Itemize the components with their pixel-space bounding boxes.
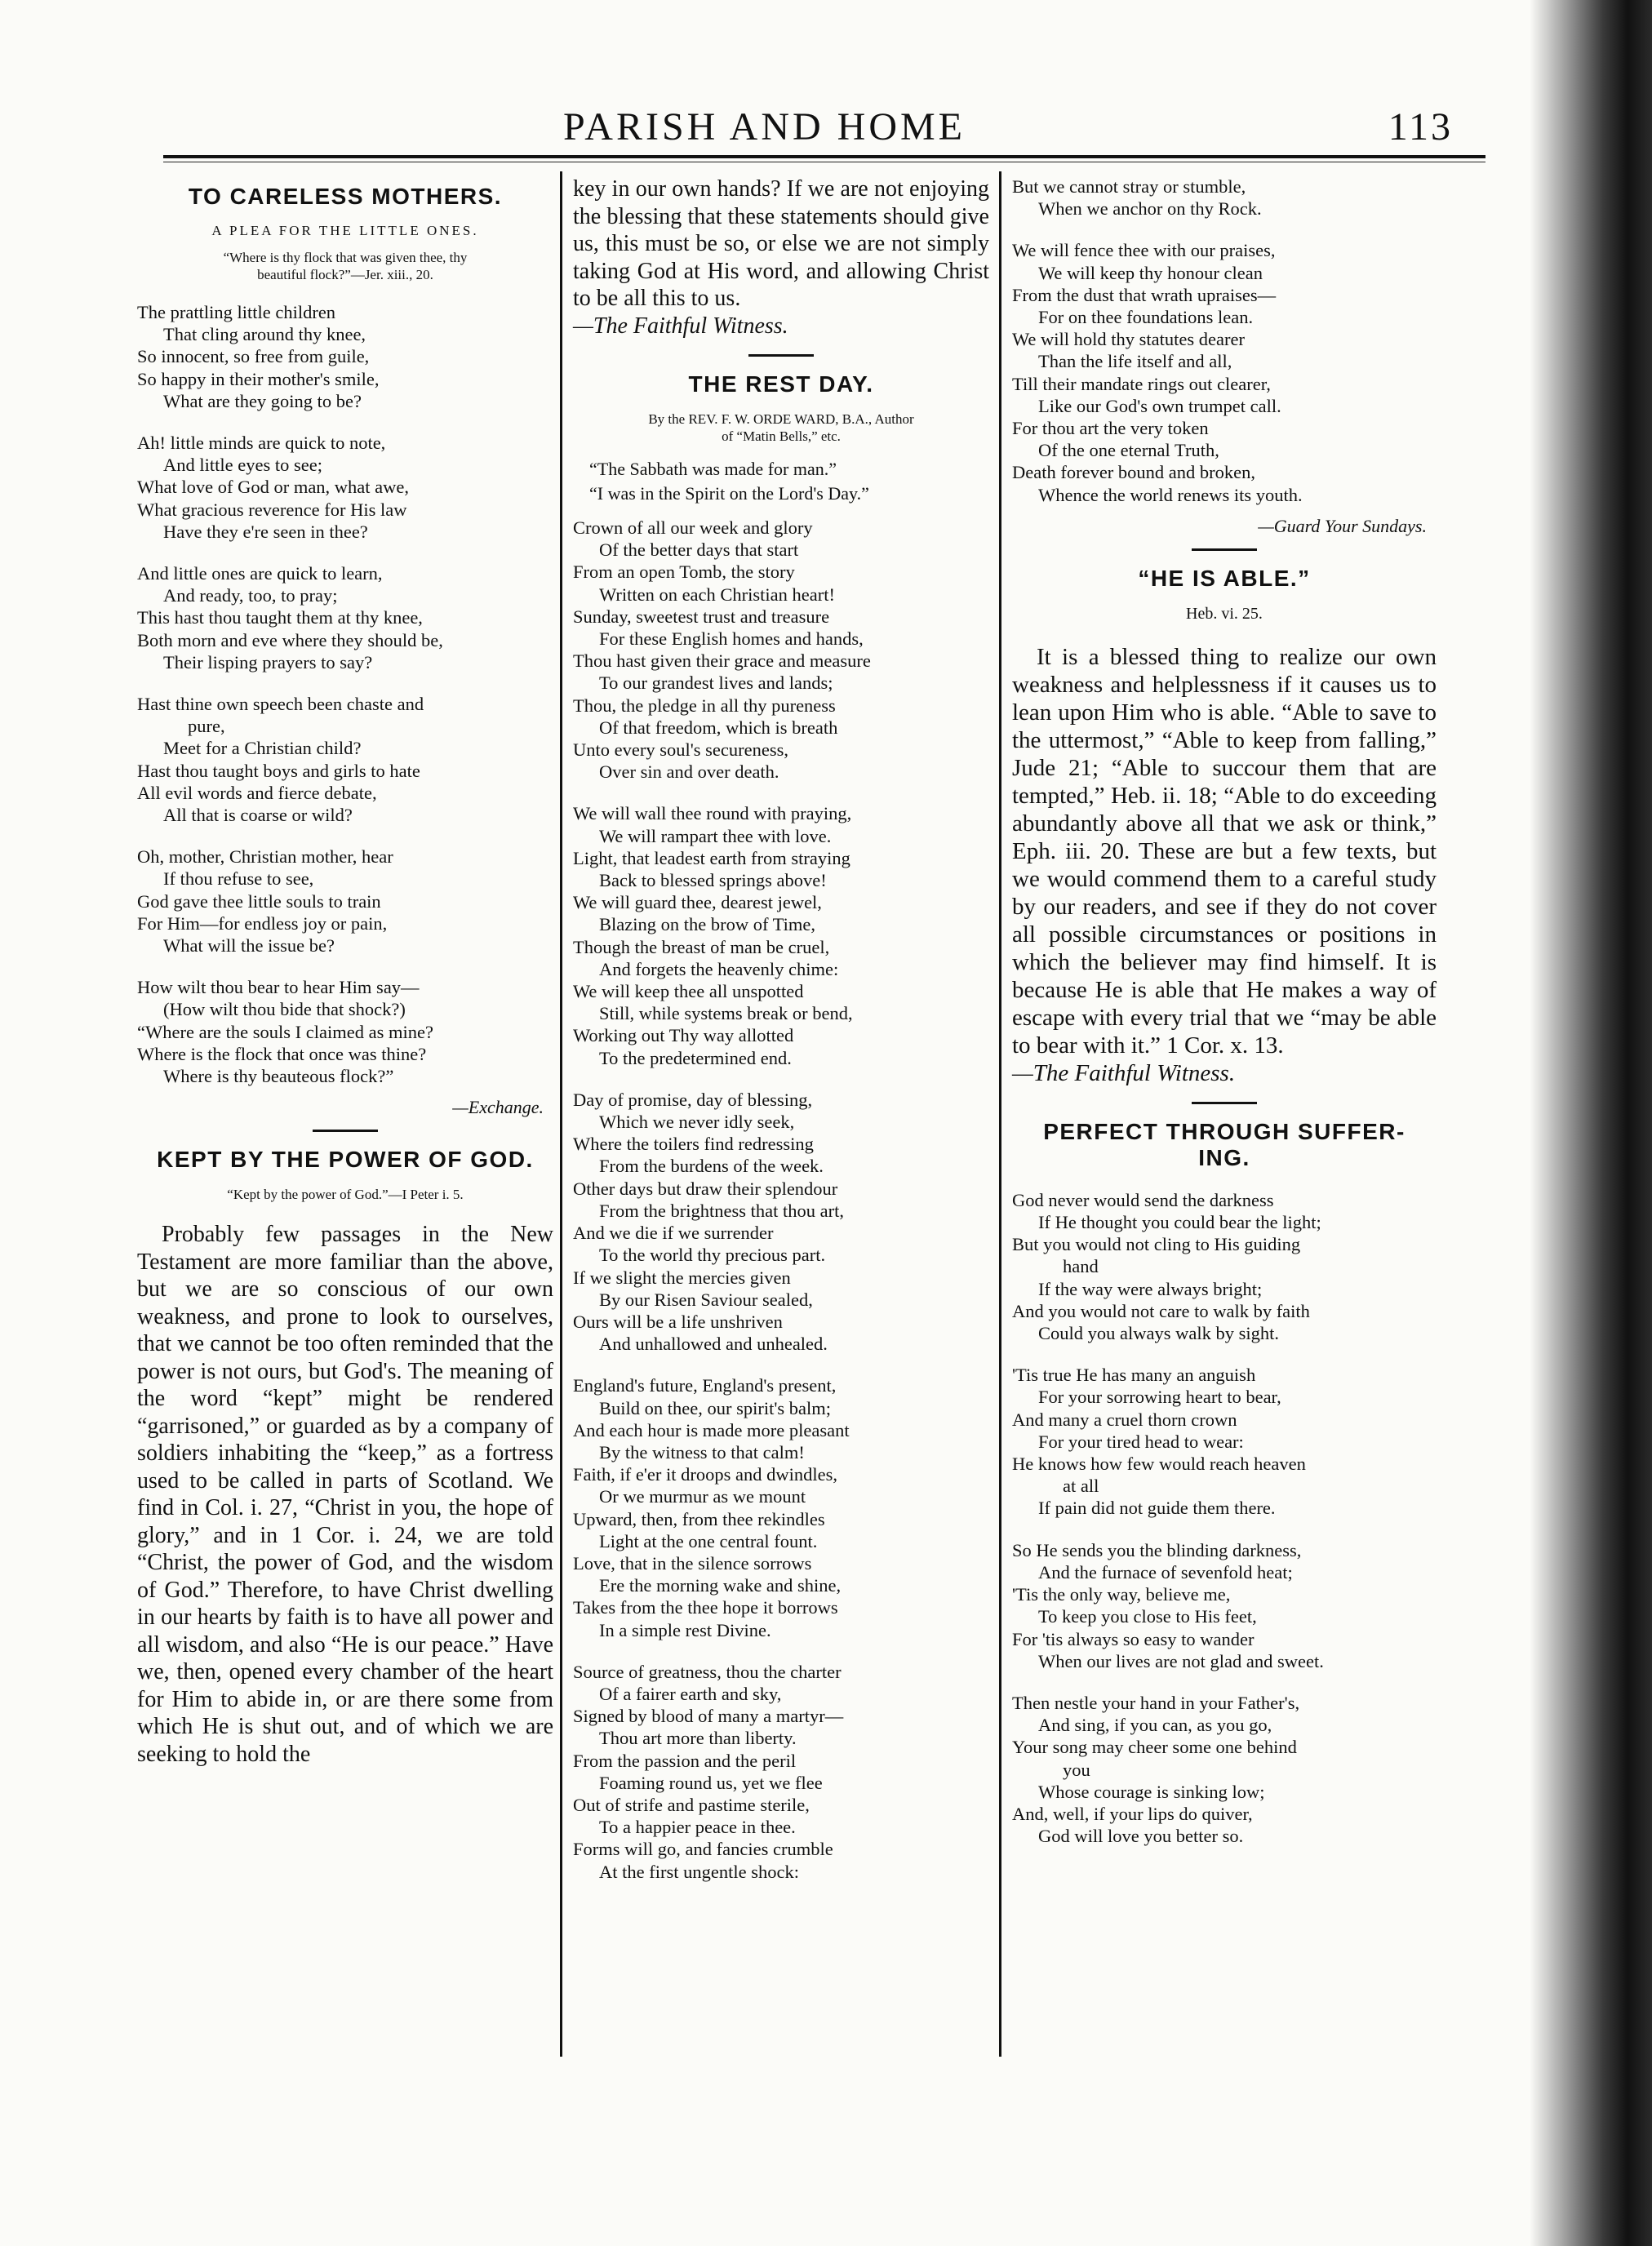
epigraph [137, 249, 553, 283]
poem-line: 'Tis the only way, believe me, [1012, 1584, 1231, 1605]
poem-line: (How wilt thou bide that shock?) [163, 999, 406, 1020]
poem-line: Blazing on the brow of Time, [599, 914, 815, 935]
poem-line: We will fence thee with our praises, [1012, 240, 1276, 261]
article-title: KEPT BY THE POWER OF GOD. [157, 1147, 534, 1173]
poem-line: Unto every soul's secureness, [573, 739, 788, 761]
poem-line: Though the breast of man be cruel, [573, 936, 830, 957]
poem-line: And many a cruel thorn crown [1012, 1409, 1237, 1430]
poem-line: What love of God or man, what awe, [137, 477, 410, 498]
poem-line: What are they going to be? [163, 390, 362, 411]
poem-line: hand [1063, 1256, 1099, 1277]
stanza [1012, 1692, 1437, 1847]
publication-title: PARISH AND HOME [563, 105, 966, 149]
poem-line: Out of strife and pastime sterile, [573, 1794, 810, 1815]
poem-line: Their lisping prayers to say? [163, 651, 373, 672]
poem-line: Hast thine own speech been chaste and [137, 694, 424, 715]
poem-line: Takes from the thee hope it borrows [573, 1597, 838, 1618]
poem-line: If the way were always bright; [1038, 1278, 1263, 1299]
poem-perfect-through-suffering [1012, 1189, 1437, 1847]
poem-line: To the predetermined end. [599, 1047, 792, 1068]
poem-line: Foaming round us, yet we flee [599, 1772, 823, 1793]
poem-line: By the witness to that calm! [599, 1441, 805, 1463]
poem-line: Where is the flock that once was thine? [137, 1043, 427, 1064]
column-divider-1 [560, 171, 562, 2057]
poem-line: For your tired head to wear: [1038, 1431, 1244, 1452]
poem-line: For thou art the very token [1012, 418, 1209, 439]
scripture-reference: Heb. vi. 25. [1186, 604, 1263, 623]
stanza [573, 517, 989, 783]
poem-line: Where the toilers find redressing [573, 1134, 814, 1155]
poem-line: Oh, mother, Christian mother, hear [137, 846, 393, 868]
byline [573, 411, 989, 445]
poem-line: To the world thy precious part. [599, 1245, 826, 1266]
column-1 [137, 175, 553, 1768]
poem-line: To a happier peace in thee. [599, 1817, 796, 1838]
poem-line: Love, that in the silence sorrows [573, 1552, 812, 1574]
poem-line: For 'tis always so easy to wander [1012, 1628, 1255, 1649]
poem-line: Ere the morning wake and shine, [599, 1575, 842, 1596]
poem-line: If we slight the mercies given [573, 1267, 791, 1288]
stanza [137, 846, 553, 957]
poem-line: Have they e're seen in thee? [163, 521, 368, 542]
poem-line: Over sin and over death. [599, 761, 779, 783]
poem-line: Build on thee, our spirit's balm; [599, 1397, 832, 1418]
poem-rest-day-continued [1012, 175, 1437, 506]
poem-rest-day [573, 517, 989, 1883]
poem-line: So happy in their mother's smile, [137, 368, 380, 389]
title-line: ING. [1198, 1144, 1250, 1170]
poem-line: If thou refuse to see, [163, 868, 314, 890]
attribution: —Exchange. [452, 1097, 544, 1118]
page-header [98, 98, 1469, 155]
poem-line: Of a fairer earth and sky, [599, 1683, 782, 1704]
poem-line: From the brightness that thou art, [599, 1200, 844, 1221]
poem-line: 'Tis true He has many an anguish [1012, 1365, 1256, 1386]
section-divider [1192, 548, 1257, 551]
column-3 [1012, 175, 1437, 1866]
poem-line: Both morn and eve where they should be, [137, 629, 443, 650]
poem-line: Written on each Christian heart! [599, 584, 835, 605]
poem-line: Light at the one central fount. [599, 1530, 818, 1551]
article-body-continued: key in our own hands? If we are not enjoying the blessing that these statements should give us, this must be so, or else we are not simply taking God at His word, and allowing Christ to be all this to us. [573, 176, 989, 311]
poem-careless-mothers [137, 301, 553, 1087]
poem-line: We will rampart thee with love. [599, 825, 832, 846]
stanza [1012, 175, 1437, 220]
stanza [573, 1661, 989, 1883]
poem-line: Back to blessed springs above! [599, 870, 827, 891]
poem-line: We will guard thee, dearest jewel, [573, 892, 822, 913]
scripture-quote: “I was in the Spirit on the Lord's Day.” [589, 483, 869, 504]
poem-line: And unhallowed and unhealed. [599, 1334, 828, 1355]
poem-line: What gracious reverence for His law [137, 499, 407, 520]
poem-line: If He thought you could bear the light; [1038, 1212, 1321, 1233]
poem-line: So innocent, so free from guile, [137, 346, 370, 367]
poem-line: Ours will be a life unshriven [573, 1311, 783, 1332]
poem-line: He knows how few would reach heaven [1012, 1454, 1306, 1475]
poem-line: Of that freedom, which is breath [599, 717, 838, 738]
stanza [137, 432, 553, 543]
poem-line: Your song may cheer some one behind [1012, 1737, 1297, 1758]
poem-line: you [1063, 1759, 1090, 1780]
poem-line: This hast thou taught them at thy knee, [137, 607, 423, 628]
poem-line: When our lives are not glad and sweet. [1038, 1650, 1324, 1671]
poem-line: For these English homes and hands, [599, 628, 864, 650]
poem-line: And ready, too, to pray; [163, 585, 338, 606]
poem-line: If pain did not guide them there. [1038, 1498, 1276, 1519]
poem-line: To our grandest lives and lands; [599, 672, 833, 694]
poem-line: All evil words and fierce debate, [137, 782, 377, 803]
poem-line: Hast thou taught boys and girls to hate [137, 760, 420, 781]
poem-line: Other days but draw their splendour [573, 1178, 838, 1199]
poem-line: And we die if we surrender [573, 1223, 774, 1244]
poem-line: And the furnace of sevenfold heat; [1038, 1561, 1293, 1582]
epigraph-line: beautiful flock?”—Jer. xiii., 20. [257, 267, 433, 282]
stanza [1012, 239, 1437, 505]
stanza [137, 301, 553, 412]
article-title: “HE IS ABLE.” [1138, 565, 1311, 591]
poem-line: Light, that leadest earth from straying [573, 847, 850, 868]
page-edge-shadow [1530, 0, 1652, 2246]
poem-line: In a simple rest Divine. [599, 1619, 771, 1640]
article-title: THE REST DAY. [688, 371, 874, 397]
poem-line: For your sorrowing heart to bear, [1038, 1387, 1281, 1408]
stanza [137, 693, 553, 826]
poem-line: Thou art more than liberty. [599, 1728, 797, 1749]
poem-line: And sing, if you can, as you go, [1038, 1715, 1272, 1736]
poem-line: And you would not care to walk by faith [1012, 1300, 1310, 1321]
poem-line: Which we never idly seek, [599, 1112, 795, 1133]
stanza [573, 1374, 989, 1640]
section-divider [748, 354, 814, 357]
article-title: TO CARELESS MOTHERS. [188, 184, 503, 209]
poem-line: Than the life itself and all, [1038, 351, 1232, 372]
poem-line: Faith, if e'er it droops and dwindles, [573, 1464, 837, 1485]
epigraph-line: “Where is thy flock that was given thee, thy [223, 250, 468, 265]
attribution-text: —The Faithful Witness. [573, 313, 788, 339]
section-divider [313, 1130, 378, 1132]
poem-line: Till their mandate rings out clearer, [1012, 373, 1271, 394]
article-subtitle: A PLEA FOR THE LITTLE ONES. [211, 223, 479, 238]
poem-line: Or we murmur as we mount [599, 1486, 806, 1507]
poem-line: Ah! little minds are quick to note, [137, 433, 386, 454]
stanza [137, 976, 553, 1087]
poem-line: at all [1063, 1476, 1099, 1497]
title-line: PERFECT THROUGH SUFFER- [1043, 1118, 1406, 1144]
stanza [1012, 1189, 1437, 1344]
poem-line: Whence the world renews its youth. [1038, 484, 1303, 505]
poem-line: For Him—for endless joy or pain, [137, 912, 388, 934]
poem-line: Upward, then, from thee rekindles [573, 1508, 825, 1529]
poem-line: From an open Tomb, the story [573, 562, 795, 583]
poem-line: To keep you close to His feet, [1038, 1606, 1257, 1627]
poem-line: So He sends you the blinding darkness, [1012, 1539, 1302, 1560]
poem-line: The prattling little children [137, 302, 336, 322]
poem-line: God never would send the darkness [1012, 1189, 1274, 1210]
attribution: —Guard Your Sundays. [1258, 515, 1427, 536]
article-body: It is a blessed thing to realize our own weakness and helplessness if it causes us to lean upon Him who is able. “Able to save to the uttermost,” “Able to keep from falling,” Jude 21; “Able to succour them that are tempted,” Heb. ii. 18; “Able to do exceeding abundantly above all that we ask or think,” Eph. iii. 20. These are but a few texts, but we would commend them to a careful study by our readers, and see if they do not cover all possible circumstances or positions in which the believer may find himself. It is because He is able that He makes a way of escape with every trial that we “may be able to bear with it.” 1 Cor. x. 13. [1012, 643, 1437, 1059]
poem-line: But we cannot stray or stumble, [1012, 176, 1246, 197]
poem-line: We will keep thy honour clean [1038, 262, 1263, 283]
epigraph: “Kept by the power of God.”—I Peter i. 5. [227, 1187, 464, 1203]
poem-line: And forgets the heavenly chime: [599, 958, 839, 979]
poem-line: How wilt thou bear to hear Him say— [137, 977, 420, 998]
poem-line: Day of promise, day of blessing, [573, 1089, 813, 1110]
poem-line: Like our God's own trumpet call. [1038, 395, 1281, 416]
poem-line: England's future, England's present, [573, 1375, 837, 1396]
byline-line: of “Matin Bells,” etc. [722, 428, 841, 444]
poem-line: Thou hast given their grace and measure [573, 650, 871, 672]
poem-line: By our Risen Saviour sealed, [599, 1289, 813, 1310]
stanza [1012, 1364, 1437, 1519]
poem-line: Meet for a Christian child? [163, 738, 362, 759]
attribution-text: —The Faithful Witness. [1012, 1059, 1236, 1086]
poem-line: Source of greatness, thou the charter [573, 1661, 842, 1682]
column-divider-2 [999, 171, 1001, 2057]
poem-line: Signed by blood of many a martyr— [573, 1706, 844, 1727]
poem-line: Could you always walk by sight. [1038, 1323, 1279, 1344]
poem-line: “Where are the souls I claimed as mine? [137, 1021, 433, 1042]
page-number: 113 [1388, 105, 1453, 149]
stanza [1012, 1539, 1437, 1672]
stanza [573, 1089, 989, 1355]
byline-line: By the REV. F. W. ORDE WARD, B.A., Author [648, 411, 914, 427]
poem-line: Whose courage is sinking low; [1038, 1781, 1265, 1802]
poem-line: What will the issue be? [163, 935, 335, 957]
poem-line: Crown of all our week and glory [573, 517, 813, 538]
stanza [137, 562, 553, 673]
poem-line: From the dust that wrath upraises— [1012, 284, 1277, 305]
scripture-quote: “The Sabbath was made for man.” [589, 459, 837, 479]
poem-line: Working out Thy way allotted [573, 1025, 794, 1046]
poem-line: At the first ungentle shock: [599, 1861, 799, 1882]
poem-line: Of the better days that start [599, 539, 799, 561]
poem-line: And, well, if your lips do quiver, [1012, 1803, 1253, 1824]
poem-line: And each hour is made more pleasant [573, 1419, 850, 1440]
attribution [573, 313, 989, 340]
poem-line: Still, while systems break or bend, [599, 1003, 853, 1024]
poem-line: From the burdens of the week. [599, 1156, 824, 1177]
poem-line: pure, [188, 716, 225, 737]
poem-line: We will hold thy statutes dearer [1012, 329, 1245, 350]
attribution [1012, 1059, 1437, 1087]
poem-line: And little ones are quick to learn, [137, 563, 383, 584]
poem-line: For on thee foundations lean. [1038, 307, 1254, 328]
poem-line: Where is thy beauteous flock?” [163, 1066, 394, 1087]
poem-line: Death forever bound and broken, [1012, 462, 1256, 483]
poem-line: That cling around thy knee, [163, 324, 366, 345]
article-body: Probably few passages in the New Testament are more familiar than the above, but we are so conscious of our own weakness, and prone to look to ourselves, that we cannot be too often reminded that the power is not ours, but God's. The meaning of the word “kept” might be rendered “garrisoned,” or guarded as by a company of soldiers inhabiting the “keep,” as a fortress used to be called in parts of Scotland. We find in Col. i. 27, “Christ in you, the hope of glory,” and in 1 Cor. i. 24, we are told “Christ, the power of God, and the wisdom of God.” Therefore, to have Christ dwelling in our hearts by faith is to have all power and all wisdom, and also “He is our peace.” Have we, then, opened every chamber of the heart for Him to abide in, or are there some from which He is shut out, and of which we are seeking to hold the [137, 1222, 553, 1767]
section-divider [1192, 1102, 1257, 1104]
header-rule [163, 155, 1485, 158]
stanza [573, 802, 989, 1068]
poem-line: All that is coarse or wild? [163, 805, 353, 826]
poem-line: Then nestle your hand in your Father's, [1012, 1692, 1300, 1713]
article-title [1012, 1119, 1437, 1171]
poem-line: Sunday, sweetest trust and treasure [573, 606, 830, 627]
poem-line: From the passion and the peril [573, 1750, 797, 1771]
poem-line: God gave thee little souls to train [137, 890, 381, 912]
column-2 [573, 175, 989, 1902]
poem-line: But you would not cling to His guiding [1012, 1234, 1301, 1255]
poem-line: God will love you better so. [1038, 1826, 1244, 1847]
poem-line: When we anchor on thy Rock. [1038, 198, 1262, 220]
poem-line: Thou, the pledge in all thy pureness [573, 695, 836, 716]
poem-line: We will wall thee round with praying, [573, 803, 852, 824]
poem-line: Of the one eternal Truth, [1038, 440, 1219, 461]
poem-line: And little eyes to see; [163, 455, 322, 476]
poem-line: Forms will go, and fancies crumble [573, 1839, 833, 1860]
poem-line: We will keep thee all unspotted [573, 981, 804, 1002]
